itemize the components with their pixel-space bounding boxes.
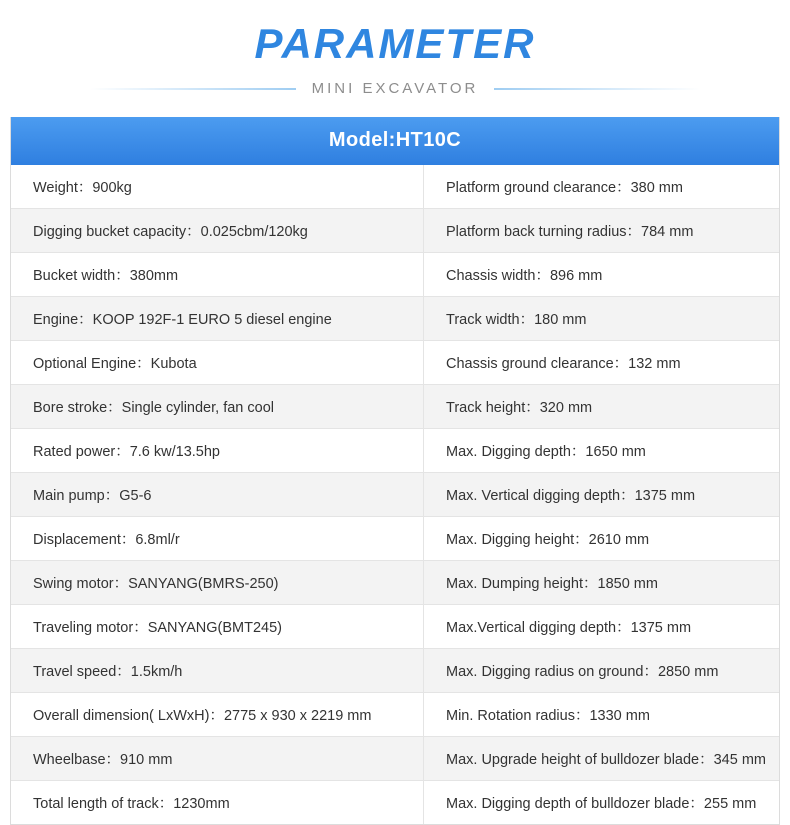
page-subtitle: MINI EXCAVATOR	[311, 80, 479, 98]
spec-cell-left: Traveling motor：SANYANG(BMT245)	[11, 605, 424, 649]
spec-cell-right: Platform ground clearance：380 mm	[424, 165, 780, 209]
spec-table-body	[11, 165, 779, 824]
spec-table-container	[10, 117, 780, 825]
table-row	[11, 209, 779, 253]
spec-cell-right: Max. Vertical digging depth：1375 mm	[424, 473, 780, 517]
spec-cell-left: Main pump：G5-6	[11, 473, 424, 517]
table-row	[11, 165, 779, 209]
subtitle-row	[0, 80, 790, 97]
page-header	[0, 0, 790, 97]
model-header: Model:HT10C	[11, 117, 779, 165]
spec-cell-left: Displacement：6.8ml/r	[11, 517, 424, 561]
spec-cell-left: Overall dimension( LxWxH)：2775 x 930 x 2219 mm	[11, 693, 424, 737]
spec-cell-right: Chassis ground clearance：132 mm	[424, 341, 780, 385]
spec-cell-left: Bore stroke：Single cylinder, fan cool	[11, 385, 424, 429]
table-row	[11, 737, 779, 781]
spec-cell-left: Weight：900kg	[11, 165, 424, 209]
spec-cell-right: Max. Dumping height：1850 mm	[424, 561, 780, 605]
spec-cell-right: Track height：320 mm	[424, 385, 780, 429]
table-row	[11, 473, 779, 517]
table-row	[11, 693, 779, 737]
table-row	[11, 253, 779, 297]
spec-cell-right: Max. Upgrade height of bulldozer blade：345 mm	[424, 737, 780, 781]
table-row	[11, 341, 779, 385]
spec-cell-right: Track width：180 mm	[424, 297, 780, 341]
table-row	[11, 561, 779, 605]
spec-cell-left: Rated power：7.6 kw/13.5hp	[11, 429, 424, 473]
divider-left	[90, 88, 296, 90]
page-title: PARAMETER	[254, 20, 536, 67]
spec-cell-right: Min. Rotation radius：1330 mm	[424, 693, 780, 737]
table-row	[11, 517, 779, 561]
spec-cell-right: Max.Vertical digging depth：1375 mm	[424, 605, 780, 649]
spec-cell-right: Max. Digging depth of bulldozer blade：255 mm	[424, 781, 780, 825]
table-row	[11, 605, 779, 649]
spec-cell-left: Travel speed：1.5km/h	[11, 649, 424, 693]
spec-cell-right: Max. Digging height：2610 mm	[424, 517, 780, 561]
spec-cell-right: Chassis width：896 mm	[424, 253, 780, 297]
spec-cell-left: Digging bucket capacity：0.025cbm/120kg	[11, 209, 424, 253]
spec-cell-left: Wheelbase：910 mm	[11, 737, 424, 781]
spec-cell-left: Bucket width：380mm	[11, 253, 424, 297]
spec-table	[11, 165, 779, 824]
spec-cell-right: Max. Digging depth：1650 mm	[424, 429, 780, 473]
spec-cell-right: Max. Digging radius on ground：2850 mm	[424, 649, 780, 693]
spec-cell-left: Total length of track：1230mm	[11, 781, 424, 825]
spec-cell-right: Platform back turning radius：784 mm	[424, 209, 780, 253]
table-row	[11, 297, 779, 341]
table-row	[11, 385, 779, 429]
table-row	[11, 781, 779, 825]
table-row	[11, 649, 779, 693]
table-row	[11, 429, 779, 473]
spec-cell-left: Swing motor：SANYANG(BMRS-250)	[11, 561, 424, 605]
spec-cell-left: Optional Engine：Kubota	[11, 341, 424, 385]
spec-cell-left: Engine：KOOP 192F-1 EURO 5 diesel engine	[11, 297, 424, 341]
divider-right	[494, 88, 700, 90]
